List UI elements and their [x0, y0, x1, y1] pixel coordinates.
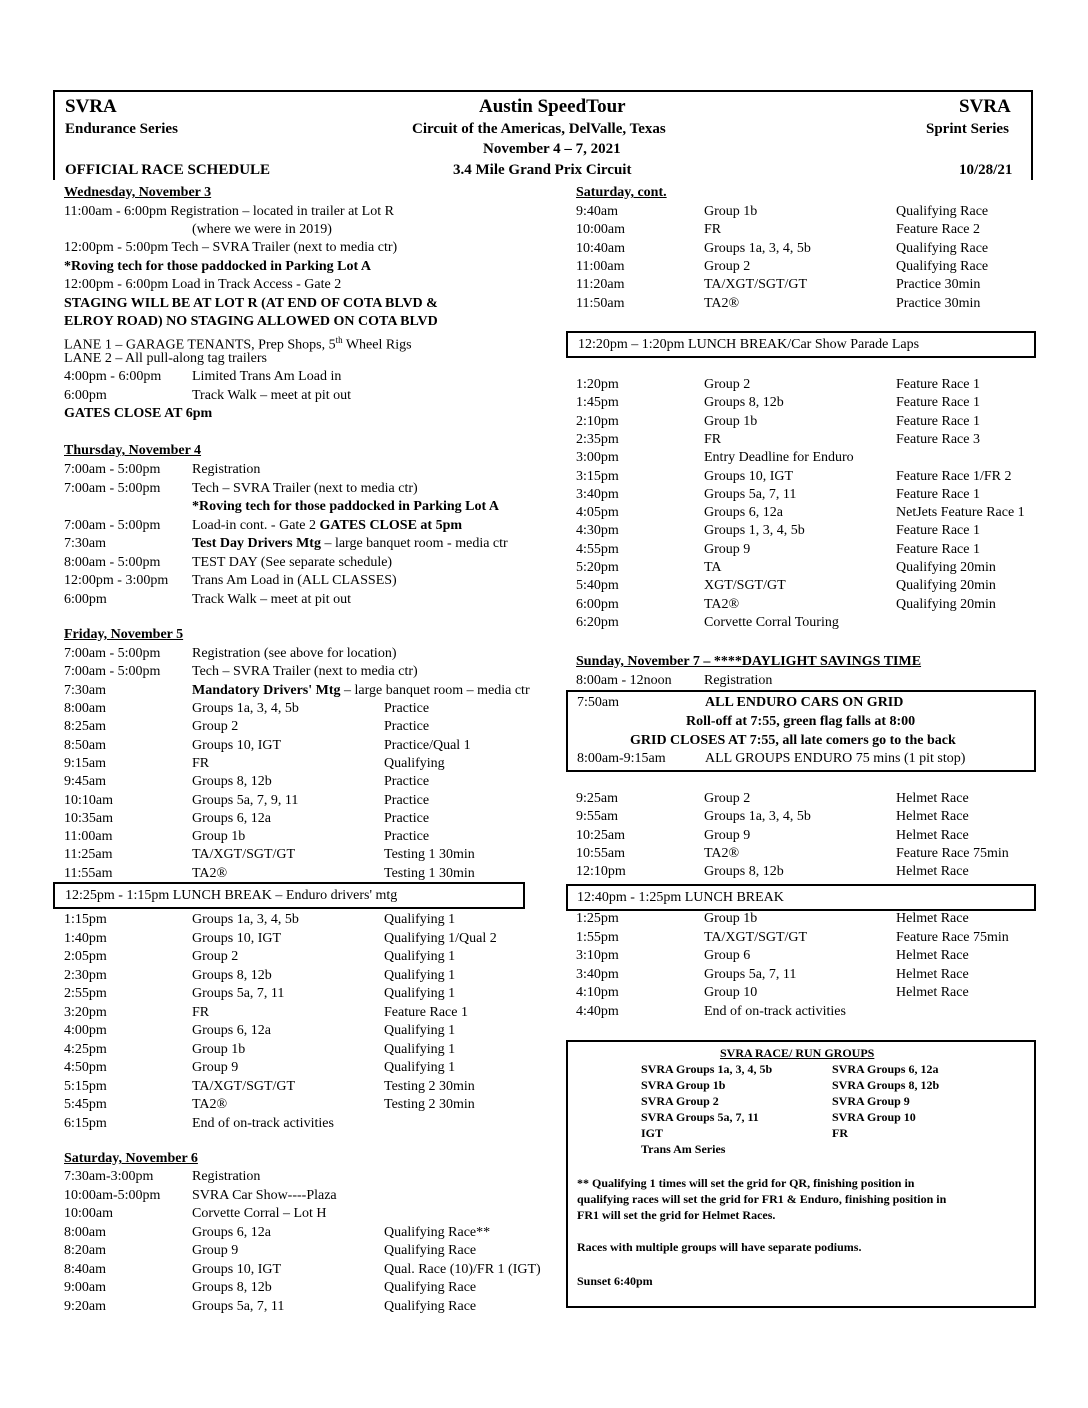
row-group: Registration — [192, 1169, 261, 1184]
run-group-entry: SVRA Group 9 — [832, 1094, 910, 1108]
row-group: *Roving tech for those paddocked in Parking Lot A — [192, 499, 499, 514]
row-time: 3:15pm — [576, 468, 619, 484]
row-group: Groups 8, 12b — [192, 967, 272, 983]
row-group: Group 10 — [704, 985, 758, 1000]
run-group-entry: FR — [832, 1126, 848, 1140]
row-time: 9:40am — [576, 204, 618, 219]
row-group: TA2® — [192, 1097, 228, 1112]
schedule-header — [53, 90, 1033, 180]
day-heading-friday: Friday, November 5 — [64, 627, 184, 642]
row-time: 5:40pm — [576, 578, 619, 594]
row-session: Feature Race 1 — [896, 523, 980, 539]
row-group: Group 9 — [192, 1060, 239, 1075]
enduro-line-3: GRID CLOSES AT 7:55, all late comers go to the back — [630, 733, 956, 748]
right-series-subtitle: Sprint Series — [926, 121, 1009, 137]
row-time: 9:45am — [64, 774, 106, 790]
row-session: Feature Race 1 — [896, 486, 980, 502]
row-group: TA/XGT/SGT/GT — [192, 1078, 296, 1094]
row-time: 9:00am — [64, 1280, 106, 1295]
run-group-entry: SVRA Group 10 — [832, 1110, 916, 1124]
schedule-line: 12:00pm - 5:00pm Tech – SVRA Trailer (next to media ctr) — [64, 240, 398, 255]
run-group-entry: SVRA Groups 5a, 7, 11 — [641, 1110, 759, 1124]
row-session: Testing 1 30min — [384, 865, 475, 881]
schedule-line: 12:00pm - 6:00pm Load in Track Access - Gate 2 — [64, 277, 342, 292]
row-group: TEST DAY (See separate schedule) — [192, 554, 393, 570]
row-group: Group 2 — [192, 719, 239, 735]
row-time: 3:40pm — [576, 966, 619, 982]
row-group: Group 2 — [704, 377, 751, 392]
grid-note: FR1 will set the grid for Helmet Races. — [577, 1208, 776, 1222]
row-session: Helmet Race — [896, 809, 969, 825]
row-group: Corvette Corral Touring — [704, 614, 839, 630]
left-column: Wednesday, November 3 11:00am - 6:00pm Registration – located in trailer at Lot R (where we were in 2019) 12:00pm - 5:00pm Tech – SVRA Trailer (next to media ctr) *Roving tech for those paddocked in Parking Lot A 12:00pm - 6:00pm Load in Track Access - Gate 2 STAGING WILL BE AT LOT R (AT END OF COTA BLVD & ELROY ROAD) NO STAGING ALLOWED ON COTA BLVD LANE 1 – GARAGE TENANTS, Prep Shops, 5th Wheel Rigs LANE 2 – All pull-along tag trailers 4:00pm - 6:00pm Limited Trans Am Load in 6:00pm Track Walk – meet at pit out GATES CLOSE AT 6pm Thursday, November 4 7:00am - 5:00pm Registration 7:00am - 5:00pm Tech – SVRA Trailer (next to media ctr) *Roving tech for those paddocked in Parking Lot A 7:00am - 5:00pm Load-in cont. - Gate 2 GATES CLOSE at 5pm 7:30am Test Day Drivers Mtg – large banquet room - media ctr 8:00am - 5:00pm TEST DAY (See separate schedule) 12:00pm - 3:00pm Trans Am Load in (ALL CLASSES) 6:00pm Track Walk – meet at pit out Friday, November 5 7:00am - 5:00pm Registration (see above for location) 7:00am - 5:00pm Tech – SVRA Trailer (next to media ctr) 7:30am Mandatory Drivers' Mtg – large banquet room – media ctr 8:00am Groups 1a, 3, 4, 5b Practice 8:25am Group 2 Practice 8:50am Groups 10, IGT Practice/Qual 1 9:15am FR Qualifying 9:45am Groups 8, 12b Practice 10:10am Groups 5a, 7, 9, 11 Practice 10:35am Groups 6, 12a Practice 11:00am Group 1b Practice 11:25am TA/XGT/SGT/GT Testing 1 30min 11:55am TA2® Testing 1 30min 1:15pm Groups 1a, 3, 4, 5b Qualifying 1 1:40pm Groups 10, IGT Qualifying 1/Qual 2 2:05pm Group 2 Qualifying 1 2:30pm Groups 8, 12b Qualifying 1 2:55pm Groups 5a, 7, 11 Qualifying 1 3:20pm FR Feature Race 1 4:00pm Groups 6, 12a Qualifying 1 4:25pm Group 1b Qualifying 1 4:50pm Group 9 Qualifying 1 5:15pm TA/XGT/SGT/GT Testing 2 30min 5:45pm TA2® Testing 2 30min 6:15pm End of on-track activities Saturday, November 6 7:30am-3:00pm Registration 10:00am-5:00pm SVRA Car Show----Plaza 10:00am Corvette Corral – Lot H 8:00am Groups 6, 12a Qualifying Race** 8:20am Group 9 Qualifying Race 8:40am Groups 10, IGT Qual. Race (10)/FR 1 (IGT) 9:00am Groups 8, 12b Qualifying Race 9:20am Groups 5a, 7, 11 Qualifying Race — [64, 185, 541, 1314]
friday-lunch-box — [53, 882, 525, 909]
row-time: 12:10pm — [576, 864, 626, 880]
row-time: 1:55pm — [576, 929, 619, 945]
row-group: Groups 6, 12a — [192, 1224, 271, 1240]
run-group-entry: SVRA Group 2 — [641, 1094, 719, 1108]
right-series-title: SVRA — [959, 96, 1011, 117]
row-session: Helmet Race — [896, 791, 969, 806]
run-groups-title: SVRA RACE/ RUN GROUPS — [720, 1046, 875, 1060]
enduro-line-4: ALL GROUPS ENDURO 75 mins (1 pit stop) — [705, 751, 966, 766]
row-group: Groups 1a, 3, 4, 5b — [192, 912, 299, 927]
row-group: TA2® — [704, 596, 740, 612]
row-group: Group 9 — [192, 1243, 239, 1258]
schedule-label: OFFICIAL RACE SCHEDULE — [65, 162, 271, 178]
row-time: 10:55am — [576, 845, 625, 861]
row-session: Qualifying 1 — [384, 967, 456, 983]
row-group: Groups 8, 12b — [704, 395, 784, 411]
row-group: Registration — [192, 462, 261, 477]
row-time: 9:25am — [576, 791, 618, 806]
schedule-line: (where we were in 2019) — [192, 222, 332, 237]
row-session: Feature Race 75min — [896, 929, 1009, 945]
run-group-entry: IGT — [641, 1126, 664, 1140]
row-time: 8:40am — [64, 1261, 106, 1277]
row-group: TA/XGT/SGT/GT — [192, 847, 296, 863]
row-group: Groups 1a, 3, 4, 5b — [192, 701, 299, 716]
row-group: Groups 8, 12b — [192, 1280, 272, 1295]
row-time: 7:00am - 5:00pm — [64, 480, 161, 496]
row-session: Qualifying Race — [384, 1298, 477, 1314]
row-session: Qualifying Race** — [384, 1224, 491, 1240]
row-group: Groups 5a, 7, 11 — [192, 986, 285, 1001]
row-session: Feature Race 3 — [896, 431, 980, 447]
row-session: Qualifying Race — [896, 240, 989, 256]
row-session: Qualifying 1 — [384, 912, 456, 927]
row-time: 4:05pm — [576, 505, 619, 521]
row-time: 6:15pm — [64, 1115, 107, 1131]
row-time: 10:10am — [64, 792, 113, 808]
row-session: Qualifying 1 — [384, 986, 456, 1001]
run-group-entry: SVRA Groups 1a, 3, 4, 5b — [641, 1062, 773, 1076]
row-session: Helmet Race — [896, 864, 969, 880]
row-group: Registration (see above for location) — [192, 646, 397, 661]
day-heading-saturday: Saturday, November 6 — [64, 1151, 198, 1166]
row-session: Feature Race 2 — [896, 222, 980, 238]
row-group: Track Walk – meet at pit out — [192, 591, 352, 607]
row-session: Practice/Qual 1 — [384, 737, 471, 753]
row-time: 8:00am - 5:00pm — [64, 554, 161, 570]
row-time: 9:55am — [576, 809, 618, 825]
schedule-line: *Roving tech for those paddocked in Parking Lot A — [64, 259, 371, 274]
row-group: Group 6 — [704, 948, 751, 963]
row-group: Group 1b — [704, 413, 758, 429]
row-time: 8:25am — [64, 719, 106, 735]
event-dates: November 4 – 7, 2021 — [483, 141, 621, 157]
row-session: Practice — [384, 719, 430, 735]
row-time: 1:45pm — [576, 395, 619, 411]
row-time: 6:00pm — [64, 591, 107, 607]
row-group: Groups 10, IGT — [192, 930, 282, 946]
row-session: Helmet Race — [896, 966, 969, 982]
enduro-time-range: 8:00am-9:15am — [577, 751, 666, 766]
row-time: 8:00am — [64, 1224, 106, 1240]
row-session: Practice 30min — [896, 295, 981, 311]
row-time: 11:55am — [64, 865, 113, 881]
event-title: Austin SpeedTour — [479, 96, 626, 117]
row-group: Group 2 — [704, 791, 751, 806]
row-session: Feature Race 1 — [896, 395, 980, 411]
row-group: Group 2 — [704, 258, 751, 274]
row-time: 12:00pm - 3:00pm — [64, 573, 169, 588]
circuit-name: 3.4 Mile Grand Prix Circuit — [453, 162, 632, 178]
row-time: 3:20pm — [64, 1004, 107, 1020]
row-time: 10:25am — [576, 827, 625, 843]
row-time: 8:00am — [64, 701, 106, 716]
row-time: 2:05pm — [64, 949, 107, 964]
row-group: End of on-track activities — [704, 1003, 846, 1019]
row-group: Group 1b — [192, 1041, 246, 1057]
row-time: 7:30am — [64, 536, 106, 551]
row-group: Load-in cont. - Gate 2 GATES CLOSE at 5pm — [192, 517, 463, 533]
row-group: Tech – SVRA Trailer (next to media ctr) — [192, 480, 418, 496]
row-group: Groups 10, IGT — [704, 468, 794, 484]
left-series-subtitle: Endurance Series — [65, 121, 178, 137]
row-session: Qualifying Race — [896, 258, 989, 274]
row-time: 7:30am-3:00pm — [64, 1169, 154, 1184]
row-group: SVRA Car Show----Plaza — [192, 1187, 337, 1203]
schedule-line: 11:00am - 6:00pm Registration – located in trailer at Lot R — [64, 204, 394, 219]
row-time: 8:50am — [64, 737, 106, 753]
saturday-lunch-box — [566, 331, 1036, 358]
staging-notice: ELROY ROAD) NO STAGING ALLOWED ON COTA BLVD — [64, 314, 438, 329]
row-group: Mandatory Drivers' Mtg – large banquet room – media ctr — [192, 682, 530, 698]
row-time: 3:40pm — [576, 486, 619, 502]
row-group: FR — [704, 431, 722, 447]
row-group: Groups 10, IGT — [192, 1261, 282, 1277]
row-time: 1:15pm — [64, 912, 107, 927]
row-time: 6:20pm — [576, 614, 619, 630]
row-group: Groups 6, 12a — [192, 810, 271, 826]
row-session: Practice — [384, 774, 430, 790]
row-time: 1:40pm — [64, 930, 107, 946]
row-session: Helmet Race — [896, 911, 969, 926]
friday-lunch-break: 12:25pm - 1:15pm LUNCH BREAK – Enduro drivers' mtg — [65, 888, 398, 903]
right-column: Saturday, cont. 9:40am Group 1b Qualifying Race 10:00am FR Feature Race 2 10:40am Groups 1a, 3, 4, 5b Qualifying Race 11:00am Group 2 Qualifying Race 11:20am TA/XGT/SGT/GT Practice 30min 11:50am TA2® Practice 30min 1:20pm Group 2 Feature Race 1 1:45pm Groups 8, 12b Feature Race 1 2:10pm Group 1b Feature Race 1 2:35pm FR Feature Race 3 3:00pm Entry Deadline for Enduro 3:15pm Groups 10, IGT Feature Race 1/FR 2 3:40pm Groups 5a, 7, 11 Feature Race 1 4:05pm Groups 6, 12a NetJets Feature Race 1 4:30pm Groups 1, 3, 4, 5b Feature Race 1 4:55pm Group 9 Feature Race 1 5:20pm TA Qualifying 20min 5:40pm XGT/SGT/GT Qualifying 20min 6:00pm TA2® Qualifying 20min 6:20pm Corvette Corral Touring Sunday, November 7 – ****DAYLIGHT SAVINGS TIME 8:00am - 12noon Registration 9:25am Group 2 Helmet Race 9:55am Groups 1a, 3, 4, 5b Helmet Race 10:25am Group 9 Helmet Race 10:55am TA2® Feature Race 75min 12:10pm Groups 8, 12b Helmet Race 1:25pm Group 1b Helmet Race 1:55pm TA/XGT/SGT/GT Feature Race 75min 3:10pm Group 6 Helmet Race 3:40pm Groups 5a, 7, 11 Helmet Race 4:10pm Group 10 Helmet Race 4:40pm End of on-track activities — [576, 185, 1025, 1019]
row-group: Group 9 — [704, 827, 751, 843]
podium-note: Races with multiple groups will have separate podiums. — [577, 1240, 862, 1254]
row-group: Corvette Corral – Lot H — [192, 1206, 327, 1221]
row-group: Groups 8, 12b — [192, 774, 272, 790]
row-group: Groups 5a, 7, 11 — [704, 486, 797, 502]
row-group: TA2® — [192, 865, 228, 881]
row-group: XGT/SGT/GT — [704, 578, 786, 594]
row-group: FR — [192, 755, 210, 771]
row-time: 7:00am - 5:00pm — [64, 517, 161, 533]
row-session: Practice — [384, 810, 430, 826]
row-time: 11:25am — [64, 847, 113, 863]
row-session: Qualifying 1 — [384, 1023, 456, 1038]
staging-notice: STAGING WILL BE AT LOT R (AT END OF COTA BLVD & — [64, 296, 438, 311]
day-heading-wednesday: Wednesday, November 3 — [64, 185, 212, 200]
row-group: Groups 8, 12b — [704, 864, 784, 880]
day-heading-saturday-cont: Saturday, cont. — [576, 185, 667, 200]
row-time: 7:00am - 5:00pm — [64, 646, 161, 661]
row-session: Qualifying 1 — [384, 1060, 456, 1075]
row-time: 4:25pm — [64, 1041, 107, 1057]
row-group: Entry Deadline for Enduro — [704, 450, 854, 466]
enduro-line-2: Roll-off at 7:55, green flag falls at 8:00 — [686, 714, 916, 729]
row-session: Feature Race 1 — [896, 413, 980, 429]
row-group: Groups 1a, 3, 4, 5b — [704, 809, 811, 825]
row-time: 10:35am — [64, 810, 113, 826]
row-time: 7:00am - 5:00pm — [64, 664, 161, 680]
row-session: Helmet Race — [896, 948, 969, 963]
row-session: Practice — [384, 829, 430, 845]
row-group: Groups 5a, 7, 9, 11 — [192, 792, 299, 808]
row-session: Practice — [384, 701, 430, 716]
enduro-time: 7:50am — [577, 695, 619, 710]
sunset-note: Sunset 6:40pm — [577, 1274, 653, 1288]
row-time: 3:00pm — [576, 450, 619, 466]
run-group-entry: SVRA Groups 8, 12b — [832, 1078, 940, 1092]
row-group: Group 1b — [704, 204, 758, 219]
row-session: Qualifying 20min — [896, 578, 996, 594]
row-time: 1:20pm — [576, 377, 619, 392]
row-group: Group 1b — [192, 829, 246, 845]
row-group: Trans Am Load in (ALL CLASSES) — [192, 573, 397, 588]
row-session: NetJets Feature Race 1 — [896, 505, 1025, 521]
schedule-line: LANE 1 – GARAGE TENANTS, Prep Shops, 5th Wheel Rigs — [64, 335, 412, 353]
row-session: Qualifying 1/Qual 2 — [384, 930, 497, 946]
row-session: Feature Race 1 — [384, 1004, 468, 1020]
row-time: 4:40pm — [576, 1003, 619, 1019]
row-time: 10:40am — [576, 240, 625, 256]
row-time: 6:00pm — [576, 596, 619, 612]
row-time: 2:55pm — [64, 986, 107, 1001]
row-time: 5:45pm — [64, 1097, 107, 1112]
row-group: Group 9 — [704, 541, 751, 557]
row-session: Qualifying Race — [896, 204, 989, 219]
row-group: Group 1b — [704, 911, 758, 926]
grid-note: ** Qualifying 1 times will set the grid for QR, finishing position in — [577, 1176, 915, 1190]
row-group: Groups 5a, 7, 11 — [704, 966, 797, 982]
enduro-line-1: ALL ENDURO CARS ON GRID — [705, 695, 904, 710]
row-time: 11:00am — [576, 258, 625, 274]
row-session: Qualifying Race — [384, 1280, 477, 1295]
left-series-title: SVRA — [65, 96, 117, 117]
row-time: 11:00am — [64, 829, 113, 845]
row-group: Test Day Drivers Mtg – large banquet room - media ctr — [192, 536, 508, 551]
row-group: Groups 10, IGT — [192, 737, 282, 753]
row-group: TA2® — [704, 845, 740, 861]
row-time: 4:55pm — [576, 541, 619, 557]
row-session: Qualifying 1 — [384, 1041, 456, 1057]
row-group: TA — [704, 560, 722, 575]
row-session: Feature Race 1/FR 2 — [896, 468, 1012, 484]
row-group: Groups 6, 12a — [192, 1023, 271, 1038]
row-session: Qualifying 1 — [384, 949, 456, 964]
row-time: 8:20am — [64, 1243, 106, 1258]
row-group: Groups 1a, 3, 4, 5b — [704, 240, 811, 256]
row-time: 11:20am — [576, 277, 625, 293]
row-group: TA/XGT/SGT/GT — [704, 929, 808, 945]
revision-date: 10/28/21 — [959, 162, 1013, 178]
row-group: Group 2 — [192, 949, 239, 964]
row-session: Testing 2 30min — [384, 1097, 475, 1112]
row-time: 9:15am — [64, 755, 106, 771]
row-time: 7:30am — [64, 682, 106, 698]
row-time: 3:10pm — [576, 948, 619, 963]
gates-close-notice: GATES CLOSE AT 6pm — [64, 406, 213, 421]
schedule-line: LANE 2 – All pull-along tag trailers — [64, 351, 267, 366]
row-group: TA2® — [704, 295, 740, 311]
row-time: 2:35pm — [576, 431, 619, 447]
row-session: Feature Race 1 — [896, 541, 980, 557]
row-time: 9:20am — [64, 1298, 106, 1314]
run-group-entry: Trans Am Series — [641, 1142, 726, 1156]
row-session: Qualifying — [384, 755, 445, 771]
row-group: Groups 6, 12a — [704, 505, 783, 521]
row-session: Feature Race 1 — [896, 377, 980, 392]
row-session: Feature Race 75min — [896, 845, 1009, 861]
row-time: 4:50pm — [64, 1060, 107, 1075]
run-group-entry: SVRA Groups 6, 12a — [832, 1062, 939, 1076]
row-time: 5:15pm — [64, 1078, 107, 1094]
row-group: FR — [192, 1004, 210, 1020]
row-time: 1:25pm — [576, 911, 619, 926]
row-time: 2:10pm — [576, 413, 619, 429]
row-session: Helmet Race — [896, 985, 969, 1000]
row-group: End of on-track activities — [192, 1115, 334, 1131]
row-group: Groups 1, 3, 4, 5b — [704, 523, 805, 539]
run-group-entry: SVRA Group 1b — [641, 1078, 726, 1092]
row-group: FR — [704, 222, 722, 238]
row-session: Practice 30min — [896, 277, 981, 293]
row-session: Testing 1 30min — [384, 847, 475, 863]
row-time: 7:00am - 5:00pm — [64, 462, 161, 477]
row-time: 10:00am-5:00pm — [64, 1187, 161, 1203]
row-session: Helmet Race — [896, 827, 969, 843]
enduro-box — [566, 690, 1036, 772]
row-session: Practice — [384, 792, 430, 808]
day-heading-sunday: Sunday, November 7 – ****DAYLIGHT SAVINGS TIME — [576, 654, 922, 669]
sunday-lunch-break: 12:40pm - 1:25pm LUNCH BREAK — [577, 890, 784, 905]
row-time: 10:00am — [576, 222, 625, 238]
row-time: 5:20pm — [576, 560, 619, 575]
row-time: 4:30pm — [576, 523, 619, 539]
grid-note: qualifying races will set the grid for FR1 & Enduro, finishing position in — [577, 1192, 947, 1206]
row-time: 11:50am — [576, 295, 625, 311]
row-session: Qual. Race (10)/FR 1 (IGT) — [384, 1261, 541, 1277]
row-group: Groups 5a, 7, 11 — [192, 1298, 285, 1314]
row-session: Qualifying Race — [384, 1243, 477, 1258]
row-group: TA/XGT/SGT/GT — [704, 277, 808, 293]
row-session: Testing 2 30min — [384, 1078, 475, 1094]
day-heading-thursday: Thursday, November 4 — [64, 443, 202, 458]
run-groups-box — [566, 1040, 1036, 1308]
row-group: Tech – SVRA Trailer (next to media ctr) — [192, 664, 418, 680]
row-time: 4:00pm — [64, 1023, 107, 1038]
saturday-lunch-break: 12:20pm – 1:20pm LUNCH BREAK/Car Show Parade Laps — [578, 337, 920, 352]
row-time: 10:00am — [64, 1206, 113, 1221]
row-session: Qualifying 20min — [896, 596, 996, 612]
row-session: Qualifying 20min — [896, 560, 996, 575]
row-time: 2:30pm — [64, 967, 107, 983]
sunday-lunch-box — [566, 884, 1036, 911]
row-time: 4:10pm — [576, 985, 619, 1000]
venue: Circuit of the Americas, DelValle, Texas — [412, 121, 666, 137]
